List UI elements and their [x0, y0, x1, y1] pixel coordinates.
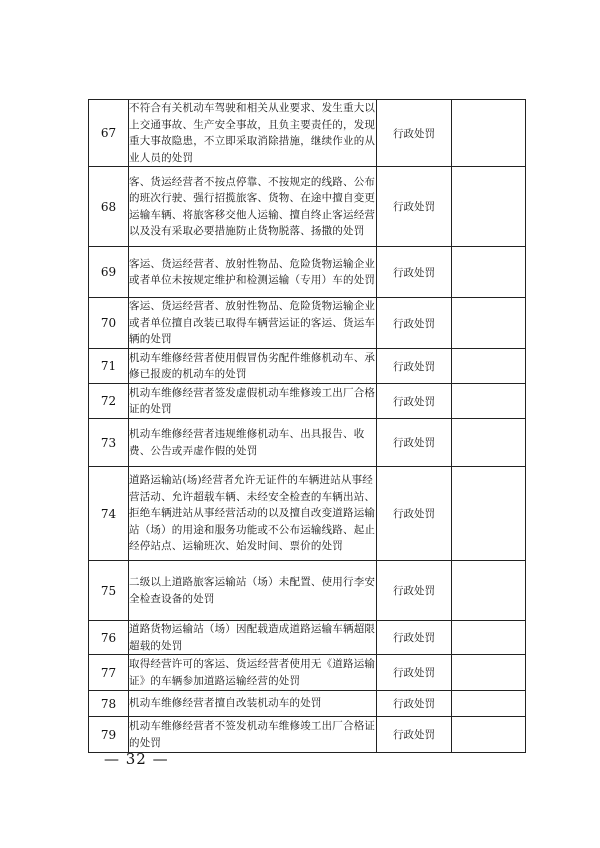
row-number: 74 [89, 467, 129, 561]
row-number: 79 [89, 717, 129, 753]
table-row [89, 247, 526, 298]
row-blank-cell [452, 384, 526, 419]
penalty-table-body [89, 100, 526, 753]
table-row [89, 655, 526, 691]
row-type: 行政处罚 [377, 349, 452, 384]
row-type: 行政处罚 [377, 167, 452, 247]
row-blank-cell [452, 467, 526, 561]
row-blank-cell [452, 621, 526, 655]
row-blank-cell [452, 167, 526, 247]
row-blank-cell [452, 298, 526, 349]
table-row [89, 349, 526, 384]
table-row [89, 717, 526, 753]
row-content: 道路运输站(场)经营者允许无证件的车辆进站从事经营活动、允许超载车辆、未经安全检查的车辆出站、拒绝车辆进站从事经营活动的以及擅自改变道路运输站（场）的用途和服务功能或不公布运输线路、起止经停站点、运输班次、始发时间、票价的处罚 [129, 467, 377, 561]
row-number: 69 [89, 247, 129, 298]
row-blank-cell [452, 717, 526, 753]
row-number: 77 [89, 655, 129, 691]
row-number: 75 [89, 561, 129, 621]
row-type: 行政处罚 [377, 467, 452, 561]
row-content: 道路货物运输站（场）因配载造成道路运输车辆超限超载的处罚 [129, 621, 377, 655]
row-content: 机动车维修经营者违规维修机动车、出具报告、收费、公告或弄虚作假的处罚 [129, 419, 377, 467]
row-type: 行政处罚 [377, 100, 452, 167]
row-number: 76 [89, 621, 129, 655]
table-row [89, 419, 526, 467]
row-blank-cell [452, 247, 526, 298]
row-content: 机动车维修经营者使用假冒伪劣配件维修机动车、承修已报废的机动车的处罚 [129, 349, 377, 384]
row-type: 行政处罚 [377, 561, 452, 621]
row-blank-cell [452, 419, 526, 467]
table-row [89, 467, 526, 561]
row-number: 68 [89, 167, 129, 247]
row-content: 二级以上道路旅客运输站（场）未配置、使用行李安全检查设备的处罚 [129, 561, 377, 621]
row-blank-cell [452, 691, 526, 717]
row-type: 行政处罚 [377, 384, 452, 419]
row-number: 78 [89, 691, 129, 717]
row-content: 机动车维修经营者擅自改装机动车的处罚 [129, 691, 377, 717]
table-row [89, 100, 526, 167]
row-type: 行政处罚 [377, 419, 452, 467]
row-type: 行政处罚 [377, 655, 452, 691]
table-row [89, 621, 526, 655]
row-type: 行政处罚 [377, 298, 452, 349]
table-row [89, 298, 526, 349]
row-number: 72 [89, 384, 129, 419]
row-blank-cell [452, 655, 526, 691]
row-number: 70 [89, 298, 129, 349]
penalty-table [88, 99, 526, 753]
row-content: 取得经营许可的客运、货运经营者使用无《道路运输证》的车辆参加道路运输经营的处罚 [129, 655, 377, 691]
row-number: 71 [89, 349, 129, 384]
row-type: 行政处罚 [377, 691, 452, 717]
row-number: 67 [89, 100, 129, 167]
row-content: 不符合有关机动车驾驶和相关从业要求、发生重大以上交通事故、生产安全事故，且负主要责任的，发现重大事故隐患，不立即采取消除措施，继续作业的从业人员的处罚 [129, 100, 377, 167]
row-type: 行政处罚 [377, 247, 452, 298]
row-content: 客运、货运经营者、放射性物品、危险货物运输企业或者单位未按规定维护和检测运输（专用）车的处罚 [129, 247, 377, 298]
row-type: 行政处罚 [377, 717, 452, 753]
table-row [89, 561, 526, 621]
table-row [89, 691, 526, 717]
row-type: 行政处罚 [377, 621, 452, 655]
row-content: 客、货运经营者不按点停靠、不按规定的线路、公布的班次行驶、强行招揽旅客、货物、在途中擅自变更运输车辆、将旅客移交他人运输、擅自终止客运经营以及没有采取必要措施防止货物脱落、扬撒的处罚 [129, 167, 377, 247]
page-number: — 32 — [104, 750, 169, 768]
row-content: 客运、货运经营者、放射性物品、危险货物运输企业或者单位擅自改装已取得车辆营运证的客运、货运车辆的处罚 [129, 298, 377, 349]
row-number: 73 [89, 419, 129, 467]
table-row [89, 167, 526, 247]
row-content: 机动车维修经营者不签发机动车维修竣工出厂合格证的处罚 [129, 717, 377, 753]
table-row [89, 384, 526, 419]
row-blank-cell [452, 100, 526, 167]
row-blank-cell [452, 561, 526, 621]
row-content: 机动车维修经营者签发虚假机动车维修竣工出厂合格证的处罚 [129, 384, 377, 419]
row-blank-cell [452, 349, 526, 384]
